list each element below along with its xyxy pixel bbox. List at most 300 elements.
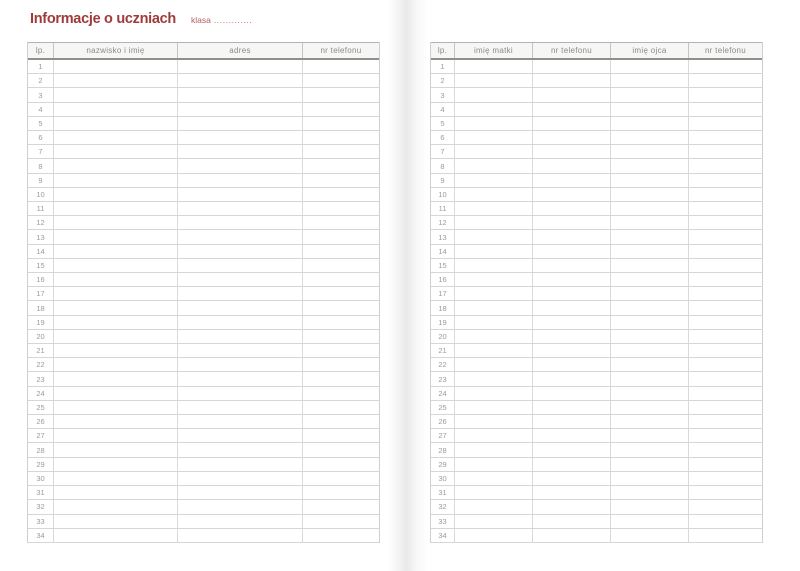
- empty-entry-cell: [611, 103, 689, 116]
- empty-entry-cell: [689, 287, 762, 300]
- row-number-cell: 8: [431, 159, 455, 172]
- column-header: nr telefonu: [533, 43, 611, 58]
- table-row: [28, 529, 379, 543]
- table-row: [431, 202, 762, 216]
- empty-entry-cell: [611, 429, 689, 442]
- empty-entry-cell: [611, 188, 689, 201]
- table-row: [431, 515, 762, 529]
- row-number-cell: 11: [431, 202, 455, 215]
- empty-entry-cell: [54, 344, 178, 357]
- empty-entry-cell: [689, 529, 762, 542]
- empty-entry-cell: [455, 358, 533, 371]
- empty-entry-cell: [303, 159, 379, 172]
- row-number-cell: 25: [28, 401, 54, 414]
- empty-entry-cell: [54, 273, 178, 286]
- empty-entry-cell: [533, 216, 611, 229]
- table-row: [431, 145, 762, 159]
- table-row: [431, 429, 762, 443]
- empty-entry-cell: [303, 301, 379, 314]
- row-number-cell: 7: [431, 145, 455, 158]
- table-row: [431, 358, 762, 372]
- empty-entry-cell: [303, 273, 379, 286]
- row-number-cell: 31: [28, 486, 54, 499]
- empty-entry-cell: [303, 415, 379, 428]
- empty-entry-cell: [303, 429, 379, 442]
- row-number-cell: 19: [28, 316, 54, 329]
- empty-entry-cell: [178, 429, 303, 442]
- row-number-cell: 5: [28, 117, 54, 130]
- empty-entry-cell: [533, 486, 611, 499]
- row-number-cell: 19: [431, 316, 455, 329]
- empty-entry-cell: [178, 216, 303, 229]
- row-number-cell: 29: [431, 458, 455, 471]
- table-row: [431, 216, 762, 230]
- empty-entry-cell: [455, 188, 533, 201]
- row-number-cell: 4: [431, 103, 455, 116]
- column-header: imię ojca: [611, 43, 689, 58]
- empty-entry-cell: [303, 344, 379, 357]
- row-number-cell: 7: [28, 145, 54, 158]
- empty-entry-cell: [54, 202, 178, 215]
- empty-entry-cell: [54, 358, 178, 371]
- row-number-cell: 13: [28, 230, 54, 243]
- empty-entry-cell: [689, 74, 762, 87]
- empty-entry-cell: [303, 387, 379, 400]
- empty-entry-cell: [54, 500, 178, 513]
- row-number-cell: 3: [28, 88, 54, 101]
- table-row: [28, 301, 379, 315]
- row-number-cell: 11: [28, 202, 54, 215]
- empty-entry-cell: [54, 131, 178, 144]
- table-row: [431, 273, 762, 287]
- empty-entry-cell: [178, 529, 303, 542]
- empty-entry-cell: [455, 515, 533, 528]
- empty-entry-cell: [533, 316, 611, 329]
- row-number-cell: 1: [28, 60, 54, 73]
- column-header: nr telefonu: [704, 46, 747, 55]
- empty-entry-cell: [178, 259, 303, 272]
- empty-entry-cell: [54, 443, 178, 456]
- table-row: [431, 458, 762, 472]
- row-number-cell: 14: [431, 245, 455, 258]
- empty-entry-cell: [54, 188, 178, 201]
- row-number-cell: 2: [431, 74, 455, 87]
- table-row: [431, 387, 762, 401]
- empty-entry-cell: [533, 443, 611, 456]
- empty-entry-cell: [611, 60, 689, 73]
- table-row: [28, 245, 379, 259]
- empty-entry-cell: [611, 131, 689, 144]
- empty-entry-cell: [178, 230, 303, 243]
- row-number-cell: 28: [431, 443, 455, 456]
- empty-entry-cell: [303, 230, 379, 243]
- empty-entry-cell: [54, 401, 178, 414]
- table-row: [431, 472, 762, 486]
- empty-entry-cell: [303, 145, 379, 158]
- row-number-cell: 14: [28, 245, 54, 258]
- empty-entry-cell: [455, 330, 533, 343]
- empty-entry-cell: [178, 358, 303, 371]
- empty-entry-cell: [533, 358, 611, 371]
- row-number-cell: 32: [431, 500, 455, 513]
- table-row: [28, 344, 379, 358]
- empty-entry-cell: [689, 88, 762, 101]
- row-number-cell: 10: [431, 188, 455, 201]
- empty-entry-cell: [455, 301, 533, 314]
- empty-entry-cell: [533, 458, 611, 471]
- empty-entry-cell: [178, 515, 303, 528]
- table-row: [28, 472, 379, 486]
- table-row: [28, 174, 379, 188]
- empty-entry-cell: [54, 472, 178, 485]
- empty-entry-cell: [689, 415, 762, 428]
- empty-entry-cell: [54, 415, 178, 428]
- table-row: [28, 145, 379, 159]
- row-number-cell: 9: [28, 174, 54, 187]
- row-number-cell: 34: [431, 529, 455, 542]
- empty-entry-cell: [533, 500, 611, 513]
- empty-entry-cell: [689, 358, 762, 371]
- empty-entry-cell: [178, 330, 303, 343]
- table-row: [431, 159, 762, 173]
- row-number-cell: 26: [431, 415, 455, 428]
- empty-entry-cell: [533, 429, 611, 442]
- empty-entry-cell: [178, 273, 303, 286]
- empty-entry-cell: [178, 387, 303, 400]
- empty-entry-cell: [689, 174, 762, 187]
- empty-entry-cell: [533, 60, 611, 73]
- row-number-cell: 15: [28, 259, 54, 272]
- empty-entry-cell: [533, 259, 611, 272]
- empty-entry-cell: [54, 316, 178, 329]
- empty-entry-cell: [178, 159, 303, 172]
- row-number-cell: 26: [28, 415, 54, 428]
- empty-entry-cell: [689, 515, 762, 528]
- table-row: [431, 301, 762, 315]
- empty-entry-cell: [533, 344, 611, 357]
- empty-entry-cell: [689, 103, 762, 116]
- table-row: [431, 415, 762, 429]
- table-row: [28, 230, 379, 244]
- empty-entry-cell: [533, 515, 611, 528]
- row-number-cell: 17: [28, 287, 54, 300]
- empty-entry-cell: [455, 60, 533, 73]
- empty-entry-cell: [533, 74, 611, 87]
- empty-entry-cell: [611, 387, 689, 400]
- empty-entry-cell: [455, 401, 533, 414]
- column-header: nazwisko i imię: [54, 43, 178, 58]
- table-row: [28, 202, 379, 216]
- empty-entry-cell: [533, 401, 611, 414]
- empty-entry-cell: [54, 145, 178, 158]
- empty-entry-cell: [303, 188, 379, 201]
- empty-entry-cell: [178, 472, 303, 485]
- empty-entry-cell: [611, 443, 689, 456]
- empty-entry-cell: [455, 88, 533, 101]
- empty-entry-cell: [533, 273, 611, 286]
- table-row: [28, 500, 379, 514]
- empty-entry-cell: [611, 259, 689, 272]
- empty-entry-cell: [611, 515, 689, 528]
- empty-entry-cell: [689, 145, 762, 158]
- row-number-cell: 9: [431, 174, 455, 187]
- table-row: [28, 188, 379, 202]
- empty-entry-cell: [455, 216, 533, 229]
- table-body: [28, 60, 379, 543]
- empty-entry-cell: [303, 88, 379, 101]
- empty-entry-cell: [533, 131, 611, 144]
- table-row: [28, 117, 379, 131]
- empty-entry-cell: [689, 188, 762, 201]
- row-number-cell: 21: [431, 344, 455, 357]
- empty-entry-cell: [611, 174, 689, 187]
- empty-entry-cell: [689, 131, 762, 144]
- empty-entry-cell: [689, 259, 762, 272]
- empty-entry-cell: [611, 472, 689, 485]
- empty-entry-cell: [533, 330, 611, 343]
- row-number-cell: 17: [431, 287, 455, 300]
- column-header: adres: [178, 43, 303, 58]
- empty-entry-cell: [178, 458, 303, 471]
- table-row: [28, 387, 379, 401]
- empty-entry-cell: [178, 443, 303, 456]
- table-row: [431, 60, 762, 74]
- empty-entry-cell: [689, 387, 762, 400]
- empty-entry-cell: [455, 415, 533, 428]
- empty-entry-cell: [689, 500, 762, 513]
- empty-entry-cell: [689, 245, 762, 258]
- empty-entry-cell: [533, 188, 611, 201]
- empty-entry-cell: [54, 372, 178, 385]
- empty-entry-cell: [455, 316, 533, 329]
- table-row: [28, 273, 379, 287]
- empty-entry-cell: [455, 429, 533, 442]
- table-body: [431, 60, 762, 543]
- empty-entry-cell: [54, 103, 178, 116]
- empty-entry-cell: [455, 230, 533, 243]
- table-row: [28, 458, 379, 472]
- empty-entry-cell: [54, 117, 178, 130]
- empty-entry-cell: [455, 245, 533, 258]
- table-row: [431, 117, 762, 131]
- row-number-cell: 31: [431, 486, 455, 499]
- row-number-cell: 20: [431, 330, 455, 343]
- empty-entry-cell: [611, 344, 689, 357]
- row-number-cell: 6: [431, 131, 455, 144]
- empty-entry-cell: [455, 344, 533, 357]
- empty-entry-cell: [611, 330, 689, 343]
- table-row: [431, 74, 762, 88]
- row-number-cell: 18: [28, 301, 54, 314]
- row-number-cell: 25: [431, 401, 455, 414]
- table-row: [431, 259, 762, 273]
- empty-entry-cell: [611, 202, 689, 215]
- empty-entry-cell: [178, 88, 303, 101]
- row-number-cell: 13: [431, 230, 455, 243]
- row-number-cell: 15: [431, 259, 455, 272]
- empty-entry-cell: [533, 159, 611, 172]
- empty-entry-cell: [455, 131, 533, 144]
- row-number-cell: 6: [28, 131, 54, 144]
- empty-entry-cell: [54, 429, 178, 442]
- empty-entry-cell: [455, 287, 533, 300]
- empty-entry-cell: [178, 188, 303, 201]
- empty-entry-cell: [611, 415, 689, 428]
- empty-entry-cell: [303, 486, 379, 499]
- empty-entry-cell: [455, 372, 533, 385]
- table-row: [431, 443, 762, 457]
- row-number-cell: 34: [28, 529, 54, 542]
- empty-entry-cell: [689, 372, 762, 385]
- empty-entry-cell: [54, 74, 178, 87]
- table-row: [431, 372, 762, 386]
- empty-entry-cell: [303, 358, 379, 371]
- table-row: [28, 88, 379, 102]
- empty-entry-cell: [455, 259, 533, 272]
- empty-entry-cell: [611, 486, 689, 499]
- table-row: [28, 60, 379, 74]
- empty-entry-cell: [611, 529, 689, 542]
- empty-entry-cell: [611, 230, 689, 243]
- empty-entry-cell: [455, 74, 533, 87]
- empty-entry-cell: [303, 74, 379, 87]
- empty-entry-cell: [455, 500, 533, 513]
- table-row: [431, 316, 762, 330]
- table-row: [431, 529, 762, 543]
- parents-info-table: [430, 42, 763, 543]
- empty-entry-cell: [533, 88, 611, 101]
- empty-entry-cell: [689, 401, 762, 414]
- empty-entry-cell: [689, 429, 762, 442]
- empty-entry-cell: [54, 60, 178, 73]
- row-number-cell: 10: [28, 188, 54, 201]
- table-row: [28, 74, 379, 88]
- empty-entry-cell: [178, 103, 303, 116]
- table-row: [28, 216, 379, 230]
- table-row: [431, 245, 762, 259]
- empty-entry-cell: [611, 74, 689, 87]
- table-row: [28, 287, 379, 301]
- empty-entry-cell: [303, 316, 379, 329]
- empty-entry-cell: [54, 330, 178, 343]
- empty-entry-cell: [533, 245, 611, 258]
- empty-entry-cell: [455, 174, 533, 187]
- empty-entry-cell: [178, 287, 303, 300]
- empty-entry-cell: [178, 344, 303, 357]
- empty-entry-cell: [178, 174, 303, 187]
- row-number-cell: 2: [28, 74, 54, 87]
- table-row: [28, 358, 379, 372]
- empty-entry-cell: [178, 372, 303, 385]
- table-header-row: [431, 42, 762, 60]
- empty-entry-cell: [303, 216, 379, 229]
- empty-entry-cell: [303, 174, 379, 187]
- empty-entry-cell: [178, 245, 303, 258]
- column-header: imię matki: [455, 43, 533, 58]
- empty-entry-cell: [455, 472, 533, 485]
- empty-entry-cell: [303, 401, 379, 414]
- empty-entry-cell: [611, 145, 689, 158]
- students-info-table: [27, 42, 380, 543]
- empty-entry-cell: [611, 216, 689, 229]
- empty-entry-cell: [303, 287, 379, 300]
- table-row: [28, 401, 379, 415]
- empty-entry-cell: [689, 472, 762, 485]
- row-number-cell: 16: [28, 273, 54, 286]
- empty-entry-cell: [611, 159, 689, 172]
- row-number-cell: 30: [28, 472, 54, 485]
- table-row: [431, 174, 762, 188]
- empty-entry-cell: [689, 344, 762, 357]
- row-number-cell: 8: [28, 159, 54, 172]
- empty-entry-cell: [611, 316, 689, 329]
- empty-entry-cell: [455, 443, 533, 456]
- table-row: [431, 344, 762, 358]
- empty-entry-cell: [54, 159, 178, 172]
- empty-entry-cell: [303, 515, 379, 528]
- table-header-row: [28, 42, 379, 60]
- empty-entry-cell: [178, 202, 303, 215]
- column-header: lp.: [28, 43, 54, 58]
- table-row: [431, 131, 762, 145]
- empty-entry-cell: [611, 372, 689, 385]
- empty-entry-cell: [303, 458, 379, 471]
- table-row: [431, 500, 762, 514]
- empty-entry-cell: [54, 287, 178, 300]
- empty-entry-cell: [303, 330, 379, 343]
- row-number-cell: 29: [28, 458, 54, 471]
- empty-entry-cell: [178, 415, 303, 428]
- empty-entry-cell: [54, 529, 178, 542]
- row-number-cell: 28: [28, 443, 54, 456]
- table-row: [28, 515, 379, 529]
- table-row: [28, 415, 379, 429]
- empty-entry-cell: [689, 159, 762, 172]
- empty-entry-cell: [303, 131, 379, 144]
- empty-entry-cell: [533, 529, 611, 542]
- table-row: [28, 372, 379, 386]
- row-number-cell: 5: [431, 117, 455, 130]
- empty-entry-cell: [611, 287, 689, 300]
- empty-entry-cell: [303, 117, 379, 130]
- empty-entry-cell: [178, 131, 303, 144]
- empty-entry-cell: [689, 117, 762, 130]
- empty-entry-cell: [303, 245, 379, 258]
- empty-entry-cell: [54, 387, 178, 400]
- empty-entry-cell: [533, 117, 611, 130]
- klasa-dotted-line: .............: [213, 15, 253, 25]
- empty-entry-cell: [303, 372, 379, 385]
- empty-entry-cell: [178, 74, 303, 87]
- table-row: [431, 401, 762, 415]
- empty-entry-cell: [533, 372, 611, 385]
- empty-entry-cell: [611, 458, 689, 471]
- table-row: [431, 188, 762, 202]
- row-number-cell: 24: [431, 387, 455, 400]
- table-row: [28, 486, 379, 500]
- row-number-cell: 24: [28, 387, 54, 400]
- empty-entry-cell: [689, 330, 762, 343]
- empty-entry-cell: [54, 174, 178, 187]
- empty-entry-cell: [533, 287, 611, 300]
- table-row: [431, 88, 762, 102]
- empty-entry-cell: [178, 486, 303, 499]
- empty-entry-cell: [178, 500, 303, 513]
- table-row: [28, 259, 379, 273]
- empty-entry-cell: [689, 316, 762, 329]
- empty-entry-cell: [303, 259, 379, 272]
- empty-entry-cell: [54, 245, 178, 258]
